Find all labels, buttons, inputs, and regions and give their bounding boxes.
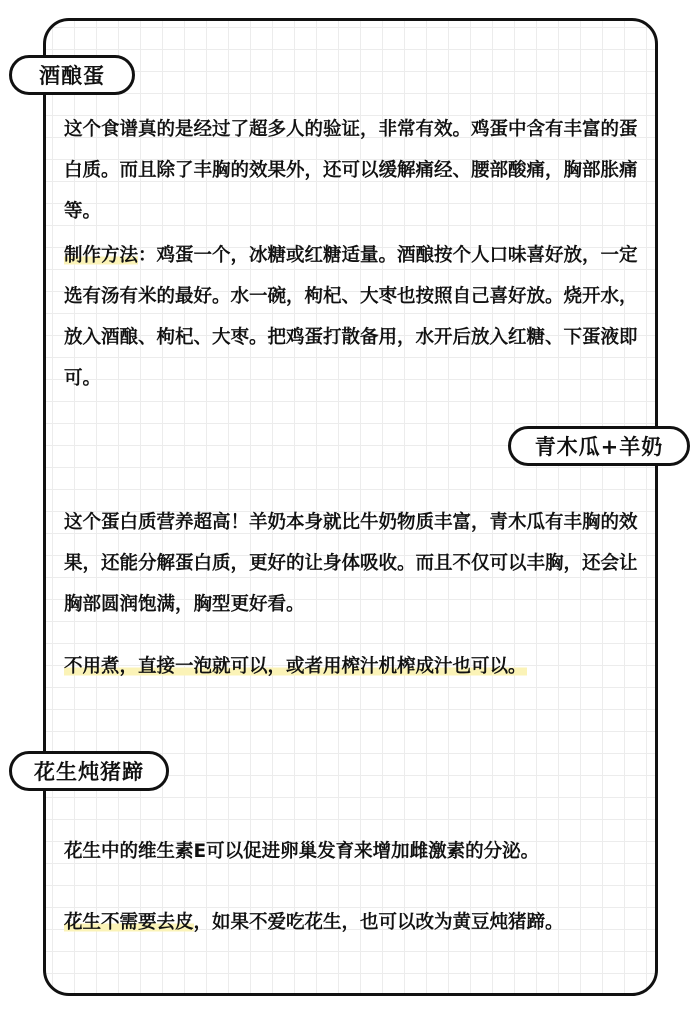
paragraph-peanut-intro: 花生中的维生素E可以促进卵巢发育来增加雌激素的分泌。: [64, 841, 540, 862]
paragraph-papaya-intro: 这个蛋白质营养超高！羊奶本身就比牛奶物质丰富，青木瓜有丰胸的效果，还能分解蛋白质，更好的让身体吸收。而且不仅可以丰胸，还会让胸部圆润饱满，胸型更好看。: [64, 512, 638, 615]
highlight-papaya-tip: 不用煮，直接一泡就可以，或者用榨汁机榨成汁也可以。: [64, 656, 527, 677]
highlight-method-label: 制作方法: [64, 245, 139, 266]
paragraph-papaya-tip: [64, 646, 644, 687]
paragraph-jiuniang-method: [64, 235, 644, 399]
section-title-jiuniang-dan: 酒酿蛋: [9, 55, 135, 95]
section-title-peanut-trotters: 花生炖猪蹄: [9, 751, 169, 791]
paragraph-text: ，如果不爱吃花生，也可以改为黄豆炖猪蹄。: [193, 912, 564, 933]
paragraph-text: ：鸡蛋一个，冰糖或红糖适量。酒酿按个人口味喜好放，一定选有汤有米的最好。水一碗，枸杞、大枣也按照自己喜好放。烧开水，放入酒酿、枸杞、大枣。把鸡蛋打散备用，水开后放入红糖、下蛋液即可。: [64, 245, 638, 389]
paragraph-jiuniang-intro: 这个食谱真的是经过了超多人的验证，非常有效。鸡蛋中含有丰富的蛋白质。而且除了丰胸的效果外，还可以缓解痛经、腰部酸痛，胸部胀痛等。: [64, 119, 638, 222]
section-title-papaya-goat-milk: 青木瓜+羊奶: [508, 426, 690, 466]
highlight-peanut-tip: 花生不需要去皮: [64, 912, 194, 933]
paragraph-peanut-tip: [64, 902, 644, 943]
